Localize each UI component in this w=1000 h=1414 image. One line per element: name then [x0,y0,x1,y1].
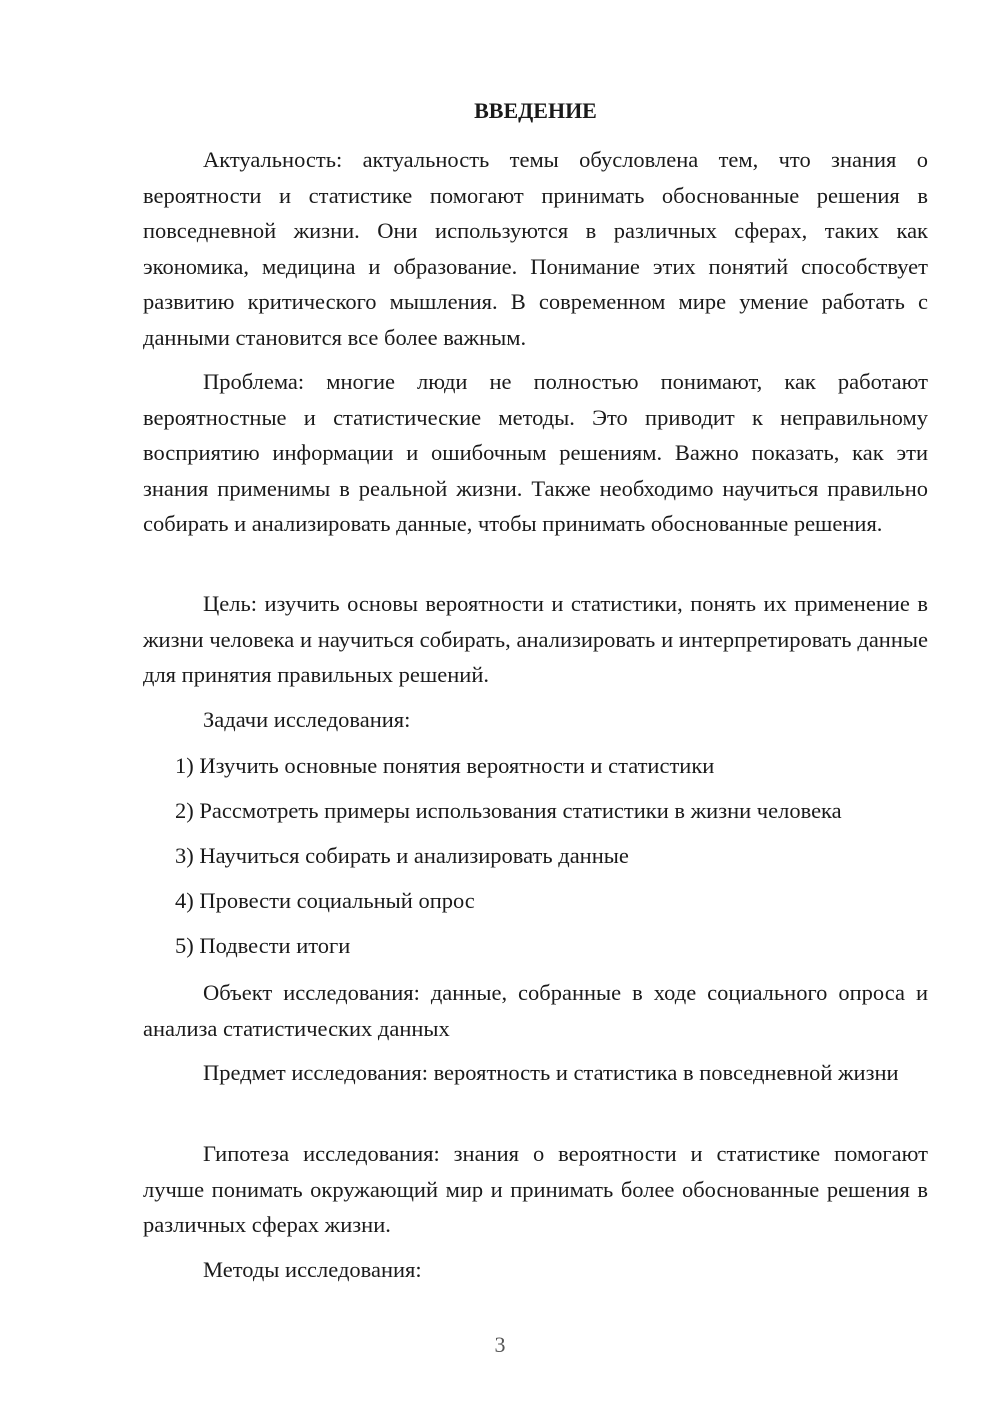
relevance-paragraph: Актуальность: актуальность темы обусловлена тем, что знания о вероятности и статистике помогают принимать обоснованные решения в повседневной жизни. Они используются в различных сферах, таких как экономика, медицина и образование. Понимание этих понятий способствует развитию критического мышления. В современном мире умение работать с данными становится все более важным. [143,147,928,350]
task-item: 2) Рассмотреть примеры использования статистики в жизни человека [175,798,842,823]
methods-heading: Методы исследования: [203,1257,422,1282]
problem-paragraph: Проблема: многие люди не полностью понимают, как работают вероятностные и статистические методы. Это приводит к неправильному восприятию информации и ошибочным решениям. Важно показать, как эти знания применимы в реальной жизни. Также необходимо научиться правильно собирать и анализировать данные, чтобы принимать обоснованные решения. [143,369,928,536]
task-item: 1) Изучить основные понятия вероятности и статистики [175,753,715,778]
task-item: 3) Научиться собирать и анализировать данные [175,843,629,868]
task-item: 5) Подвести итоги [175,933,351,958]
object-paragraph: Объект исследования: данные, собранные в ходе социального опроса и анализа статистических данных [143,980,928,1041]
page-title: ВВЕДЕНИЕ [474,98,597,123]
subject-paragraph: Предмет исследования: вероятность и статистика в повседневной жизни [203,1060,899,1085]
tasks-heading: Задачи исследования: [203,707,411,732]
page-number: 3 [494,1332,506,1357]
hypothesis-paragraph: Гипотеза исследования: знания о вероятности и статистике помогают лучше понимать окружающий мир и принимать более обоснованные решения в различных сферах жизни. [143,1141,928,1237]
goal-paragraph: Цель: изучить основы вероятности и статистики, понять их применение в жизни человека и научиться собирать, анализировать и интерпретировать данные для принятия правильных решений. [143,591,928,687]
task-item: 4) Провести социальный опрос [175,888,475,913]
